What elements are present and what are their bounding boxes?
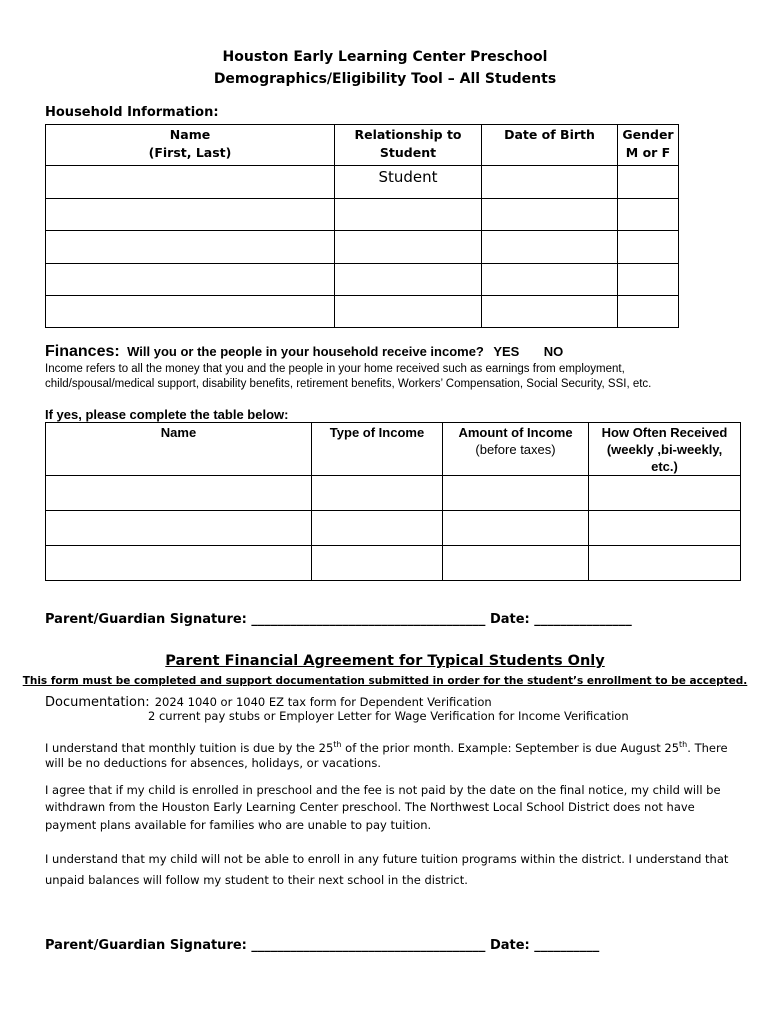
name-cell[interactable]	[46, 166, 335, 199]
agreement-title: Parent Financial Agreement for Typical Students Only	[165, 653, 605, 669]
income-table	[45, 422, 741, 581]
table-row	[46, 199, 679, 231]
header-gender-line2: M or F	[625, 145, 671, 160]
header-gender	[618, 125, 679, 166]
income-frequency-cell[interactable]	[589, 511, 741, 546]
income-note-line1: Income refers to all the money that you and the people in your home received such as earnings from employment,	[45, 363, 625, 375]
no-option[interactable]: NO	[543, 344, 564, 359]
header-income-frequency	[589, 423, 741, 476]
header-income-name: Name	[46, 423, 312, 476]
household-label: Household Information:	[45, 105, 219, 120]
income-amount-cell[interactable]	[443, 511, 589, 546]
header-amount-line1: Amount of Income	[458, 425, 573, 440]
signature-line-1	[45, 612, 632, 627]
household-table	[45, 124, 679, 328]
enrollment-paragraph-line1: I understand that my child will not be able to enroll in any future tuition programs within the district. I understand that	[45, 852, 729, 866]
header-amount-line2: (before taxes)	[475, 442, 556, 457]
superscript-th: th	[679, 740, 688, 749]
dob-cell[interactable]	[482, 166, 618, 199]
withdrawal-paragraph-line1: I agree that if my child is enrolled in preschool and the fee is not paid by the date on the final notice, my child will be	[45, 783, 721, 797]
table-row	[46, 296, 679, 328]
enrollment-paragraph-line2: unpaid balances will follow my student to their next school in the district.	[45, 873, 468, 887]
household-header-row	[46, 125, 679, 166]
signature-line-2	[45, 938, 599, 953]
gender-cell[interactable]	[618, 231, 679, 264]
table-row	[46, 231, 679, 264]
income-type-cell[interactable]	[312, 476, 443, 511]
name-cell[interactable]	[46, 199, 335, 231]
name-cell[interactable]	[46, 296, 335, 328]
name-cell[interactable]	[46, 264, 335, 296]
header-relationship-line1: Relationship to	[354, 127, 462, 142]
header-income-amount	[443, 423, 589, 476]
agreement-notice: This form must be completed and support documentation submitted in order for the student’s enrollment to be accepted.	[22, 675, 748, 687]
income-name-cell[interactable]	[46, 511, 312, 546]
documentation-label: Documentation:	[45, 695, 150, 710]
header-frequency-line2: (weekly ,bi-weekly,	[606, 442, 723, 457]
header-name	[46, 125, 335, 166]
signature-field[interactable]: ____________________________________	[251, 938, 486, 953]
documentation-item-2: 2 current pay stubs or Employer Letter for Wage Verification for Income Verification	[148, 709, 629, 723]
relationship-cell[interactable]	[335, 264, 482, 296]
income-type-cell[interactable]	[312, 546, 443, 581]
table-row	[46, 166, 679, 199]
header-dob-line1: Date of Birth	[504, 127, 595, 142]
date-label: Date:	[489, 612, 530, 627]
date-field[interactable]: __________	[534, 938, 600, 953]
finances-question-line	[45, 343, 563, 361]
header-name-line2: (First, Last)	[148, 145, 232, 160]
header-frequency-line1: How Often Received	[601, 425, 728, 440]
income-frequency-cell[interactable]	[589, 476, 741, 511]
income-name-cell[interactable]	[46, 476, 312, 511]
signature-field[interactable]: ____________________________________	[251, 612, 486, 627]
header-gender-line1: Gender	[622, 127, 674, 142]
dob-cell[interactable]	[482, 296, 618, 328]
documentation-line	[45, 691, 492, 710]
withdrawal-paragraph-line3: payment plans available for families who are unable to pay tuition.	[45, 818, 432, 832]
relationship-cell[interactable]	[335, 296, 482, 328]
tuition-text-c: . There	[687, 740, 728, 755]
table-row	[46, 476, 741, 511]
income-note-line2: child/spousal/medical support, disability benefits, retirement benefits, Workers’ Compensation, Social Security, SSI, etc.	[45, 378, 652, 390]
withdrawal-paragraph-line2: withdrawn from the Houston Early Learning Center preschool. The Northwest Local School District does not have	[45, 800, 695, 814]
gender-cell[interactable]	[618, 264, 679, 296]
form-subtitle: Demographics/Eligibility Tool – All Students	[213, 71, 557, 87]
header-dob	[482, 125, 618, 166]
tuition-paragraph-line2: will be no deductions for absences, holidays, or vacations.	[45, 756, 381, 770]
tuition-text-a: I understand that monthly tuition is due by the 25	[45, 740, 334, 755]
finances-question: Will you or the people in your household receive income?	[127, 344, 484, 359]
relationship-cell[interactable]	[335, 231, 482, 264]
header-frequency-line3: etc.)	[651, 459, 678, 474]
header-income-type: Type of Income	[312, 423, 443, 476]
dob-cell[interactable]	[482, 231, 618, 264]
date-label: Date:	[489, 938, 530, 953]
income-name-cell[interactable]	[46, 546, 312, 581]
dob-cell[interactable]	[482, 264, 618, 296]
relationship-cell[interactable]	[335, 199, 482, 231]
income-table-label: If yes, please complete the table below:	[45, 407, 289, 422]
name-cell[interactable]	[46, 231, 335, 264]
table-row	[46, 264, 679, 296]
income-type-cell[interactable]	[312, 511, 443, 546]
relationship-cell[interactable]: Student	[335, 166, 482, 199]
gender-cell[interactable]	[618, 296, 679, 328]
table-row	[46, 546, 741, 581]
documentation-item-1: 2024 1040 or 1040 EZ tax form for Dependent Verification	[154, 695, 492, 709]
dob-cell[interactable]	[482, 199, 618, 231]
yes-option[interactable]: YES	[493, 344, 520, 359]
income-amount-cell[interactable]	[443, 476, 589, 511]
header-relationship	[335, 125, 482, 166]
date-field[interactable]: _______________	[534, 612, 632, 627]
header-name-line1: Name	[169, 127, 211, 142]
table-row	[46, 511, 741, 546]
income-frequency-cell[interactable]	[589, 546, 741, 581]
income-header-row	[46, 423, 741, 476]
signature-label: Parent/Guardian Signature:	[45, 612, 247, 627]
tuition-text-b: of the prior month. Example: September is due August 25	[341, 740, 680, 755]
signature-label: Parent/Guardian Signature:	[45, 938, 247, 953]
superscript-th: th	[333, 740, 342, 749]
gender-cell[interactable]	[618, 166, 679, 199]
gender-cell[interactable]	[618, 199, 679, 231]
income-amount-cell[interactable]	[443, 546, 589, 581]
form-title: Houston Early Learning Center Preschool	[222, 49, 548, 65]
finances-label: Finances:	[45, 343, 120, 360]
header-relationship-line2: Student	[379, 145, 437, 160]
